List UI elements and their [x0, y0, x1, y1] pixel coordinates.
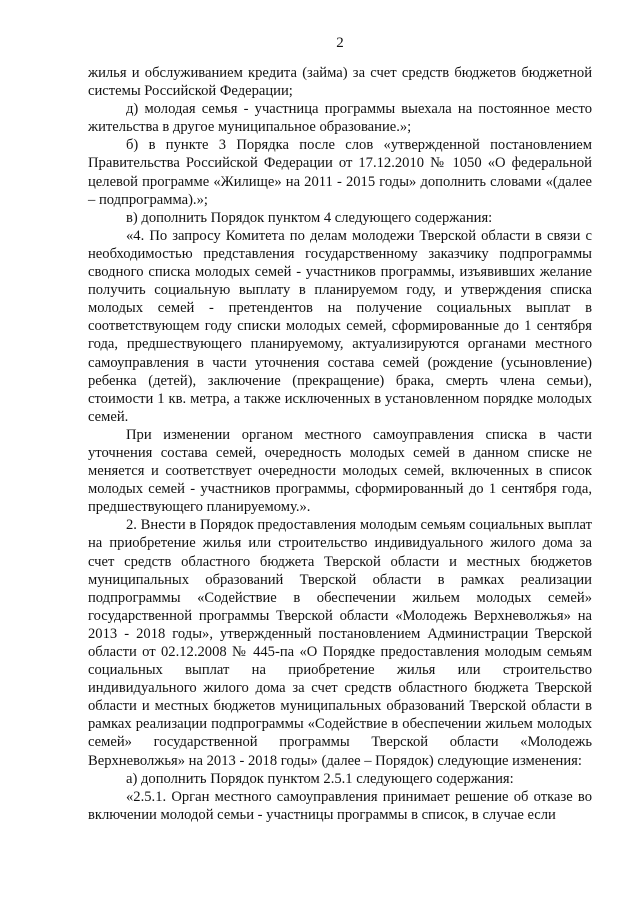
- paragraph: д) молодая семья - участница программы выехала на постоянное место жительства в другое муниципальное образование.»;: [88, 101, 592, 136]
- document-body: [88, 64, 592, 824]
- page-number: 2: [336, 35, 344, 51]
- paragraph: б) в пункте 3 Порядка после слов «утвержденной постановлением Правительства Российской Федерации от 17.12.2010 № 1050 «О федеральной целевой программе «Жилище» на 2011 - 2015 годы» дополнить словами «(далее – подпрограмма).»;: [88, 137, 592, 208]
- paragraph: жилья и обслуживанием кредита (займа) за счет средств бюджетов бюджетной системы Российской Федерации;: [88, 65, 592, 100]
- paragraph: «2.5.1. Орган местного самоуправления принимает решение об отказе во включении молодой семьи - участницы программы в список, в случае если: [88, 788, 592, 823]
- paragraph: «4. По запросу Комитета по делам молодежи Тверской области в связи с необходимостью представления государственному заказчику подпрограммы сводного списка молодых семей - участников программы, изъявивших желание получить социальную выплату в планируемом году, и утверждения списка молодых семей - претендентов на получение социальных выплат в соответствующем году списки молодых семей, сформированные до 1 сентября года, предшествующего планируемому, актуализируются органами местного самоуправления в части уточнения состава семей (рождение (усыновление) ребенка (детей), заключение (прекращение) брака, смерть члена семьи), стоимости 1 кв. метра, а также исключенных в установленном порядке молодых семей.: [88, 227, 592, 425]
- paragraph: а) дополнить Порядок пунктом 2.5.1 следующего содержания:: [126, 770, 514, 787]
- paragraph: При изменении органом местного самоуправления списка в части уточнения состава семей, очередность молодых семей в данном списке не меняется и соответствует очередности молодых семей, включенных в список молодых семей - участников программы, сформированный до 1 сентября года, предшествующего планируемому.».: [88, 426, 592, 516]
- paragraph: в) дополнить Порядок пунктом 4 следующего содержания:: [126, 209, 493, 226]
- paragraph: 2. Внести в Порядок предоставления молодым семьям социальных выплат на приобретение жилья или строительство индивидуального жилого дома за счет средств областного бюджета Тверской области и местных бюджетов муниципальных образований Тверской области в рамках реализации подпрограммы «Содействие в обеспечении жильем молодых семей» государственной программы Тверской области «Молодежь Верхневолжья» на 2013 - 2018 годы», утвержденный постановлением Администрации Тверской области от 02.12.2008 № 445-па «О Порядке предоставления молодым семьям социальных выплат на приобретение жилья или строительство индивидуального жилого дома за счет средств областного бюджета Тверской области и местных бюджетов муниципальных образований Тверской области в рамках реализации подпрограммы «Содействие в обеспечении жильем молодых семей» государственной программы Тверской области «Молодежь Верхневолжья» на 2013 - 2018 годы» (далее – Порядок) следующие изменения:: [88, 517, 592, 769]
